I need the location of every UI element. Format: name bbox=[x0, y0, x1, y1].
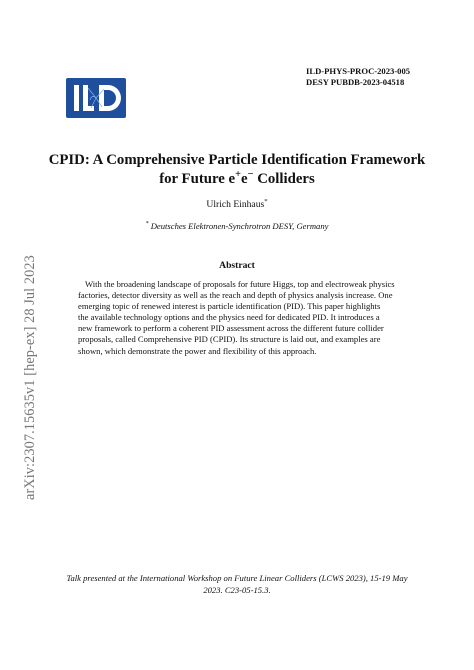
abstract-heading: Abstract bbox=[219, 260, 255, 271]
title-line-1: CPID: A Comprehensive Particle Identification Framework bbox=[48, 152, 426, 168]
author-name: Ulrich Einhaus bbox=[206, 199, 265, 210]
title-text: Colliders bbox=[253, 171, 315, 187]
abstract-line: emerging topic of renewed interest is particle identification (PID). This paper highlights bbox=[78, 301, 381, 312]
arxiv-identifier: arXiv:2307.15635v1 [hep-ex] 28 Jul 2023 bbox=[22, 255, 38, 500]
ild-logo bbox=[66, 78, 126, 118]
report-ids bbox=[306, 66, 466, 88]
abstract-line: With the broadening landscape of proposals for future Higgs, top and electroweak physics bbox=[85, 279, 395, 289]
title-text: e bbox=[241, 171, 248, 187]
abstract-line: new framework to perform a coherent PID assessment across the different future collider bbox=[78, 323, 384, 334]
superscript-minus: − bbox=[247, 169, 254, 181]
affiliation-mark: * bbox=[145, 221, 149, 228]
footnote-line: 2023. C23-05-15.3. bbox=[203, 584, 271, 595]
abstract-body bbox=[78, 279, 398, 357]
abstract-line: factories, detector diversity as well as the reach and depth of physics analysis increase. One bbox=[78, 290, 393, 301]
affiliation bbox=[40, 221, 434, 231]
affiliation-text: Deutsches Elektronen-Synchrotron DESY, Germany bbox=[148, 221, 329, 231]
superscript-plus: + bbox=[235, 169, 242, 181]
footnote bbox=[40, 573, 434, 596]
footnote-line: Talk presented at the International Workshop on Future Linear Colliders (LCWS 2023), 15-19 May bbox=[66, 573, 408, 583]
paper-title bbox=[40, 151, 434, 189]
title-line-2 bbox=[40, 170, 434, 189]
title-text: for Future e bbox=[159, 171, 236, 187]
abstract-line: the available technology options and the physics need for dedicated PID. It introduces a bbox=[78, 312, 380, 323]
abstract-line: proposals, called Comprehensive PID (CPID). Its structure is laid out, and examples are bbox=[78, 334, 381, 345]
author-mark: * bbox=[264, 197, 268, 205]
ild-logo-icon bbox=[66, 78, 126, 118]
author bbox=[40, 199, 434, 210]
report-id: ILD-PHYS-PROC-2023-005 bbox=[306, 66, 411, 76]
report-id: DESY PUBDB-2023-04518 bbox=[306, 77, 405, 87]
abstract-line: shown, which demonstrate the power and flexibility of this approach. bbox=[78, 345, 317, 356]
